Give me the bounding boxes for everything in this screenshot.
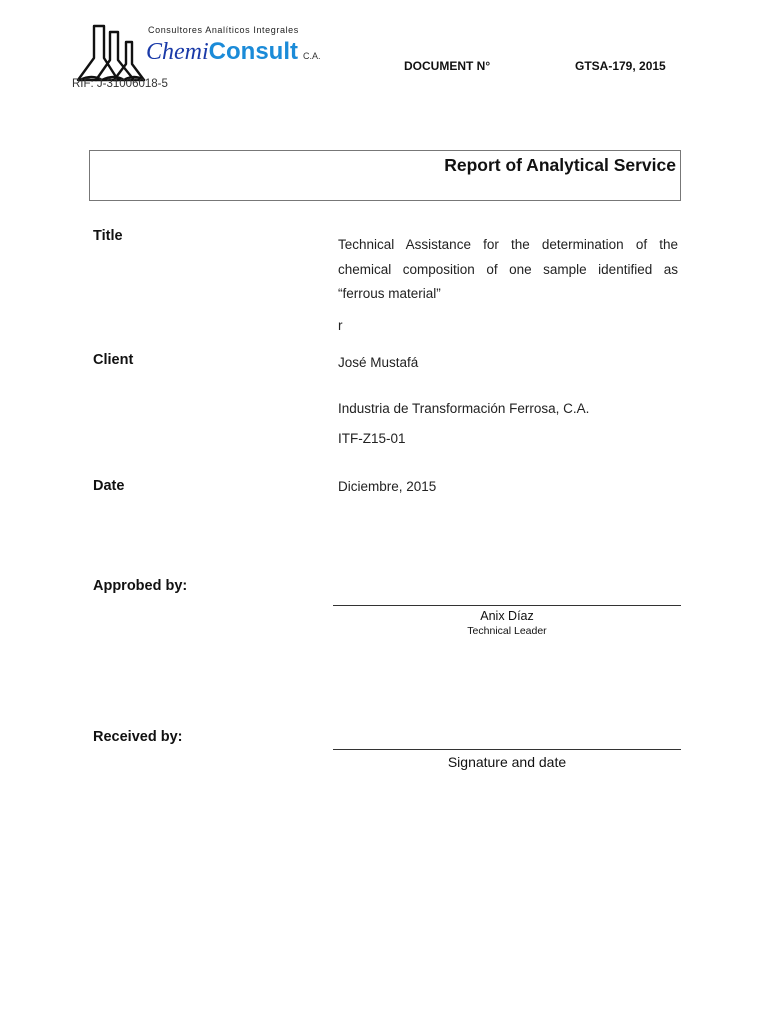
approved-by-label: Approbed by: [93, 578, 188, 594]
brand-consult: Consult [208, 38, 298, 65]
document-number-label: DOCUMENT N° [404, 59, 491, 73]
company-name [146, 38, 321, 70]
approver-name: Anix Díaz [480, 609, 534, 623]
chemiconsult-logo-icon [74, 22, 146, 84]
title-label: Title [93, 228, 123, 244]
brand-suffix: C.A. [303, 51, 321, 61]
client-code: ITF-Z15-01 [338, 431, 406, 446]
rif-number: RIF: J-31006018-5 [72, 78, 168, 90]
approver-role: Technical Leader [467, 625, 547, 637]
received-signature-line [333, 749, 681, 750]
report-title: Report of Analytical Service [444, 155, 676, 175]
client-name: José Mustafá [338, 355, 419, 370]
title-value: Technical Assistance for the determination of the chemical composition of one sample identified as “ferrous material” [338, 237, 678, 301]
signature-date-caption: Signature and date [447, 754, 567, 770]
client-label: Client [93, 352, 134, 368]
received-by-label: Received by: [93, 729, 183, 745]
stray-character: r [338, 318, 343, 333]
document-number-value: GTSA-179, 2015 [575, 59, 666, 73]
client-company: Industria de Transformación Ferrosa, C.A. [338, 401, 590, 416]
company-tagline: Consultores Analíticos Integrales [148, 25, 299, 35]
report-title-box [89, 150, 681, 201]
date-label: Date [93, 478, 125, 494]
approval-signature-line [333, 605, 681, 606]
date-value: Diciembre, 2015 [338, 479, 437, 494]
brand-chemi: Chemi [146, 39, 209, 65]
